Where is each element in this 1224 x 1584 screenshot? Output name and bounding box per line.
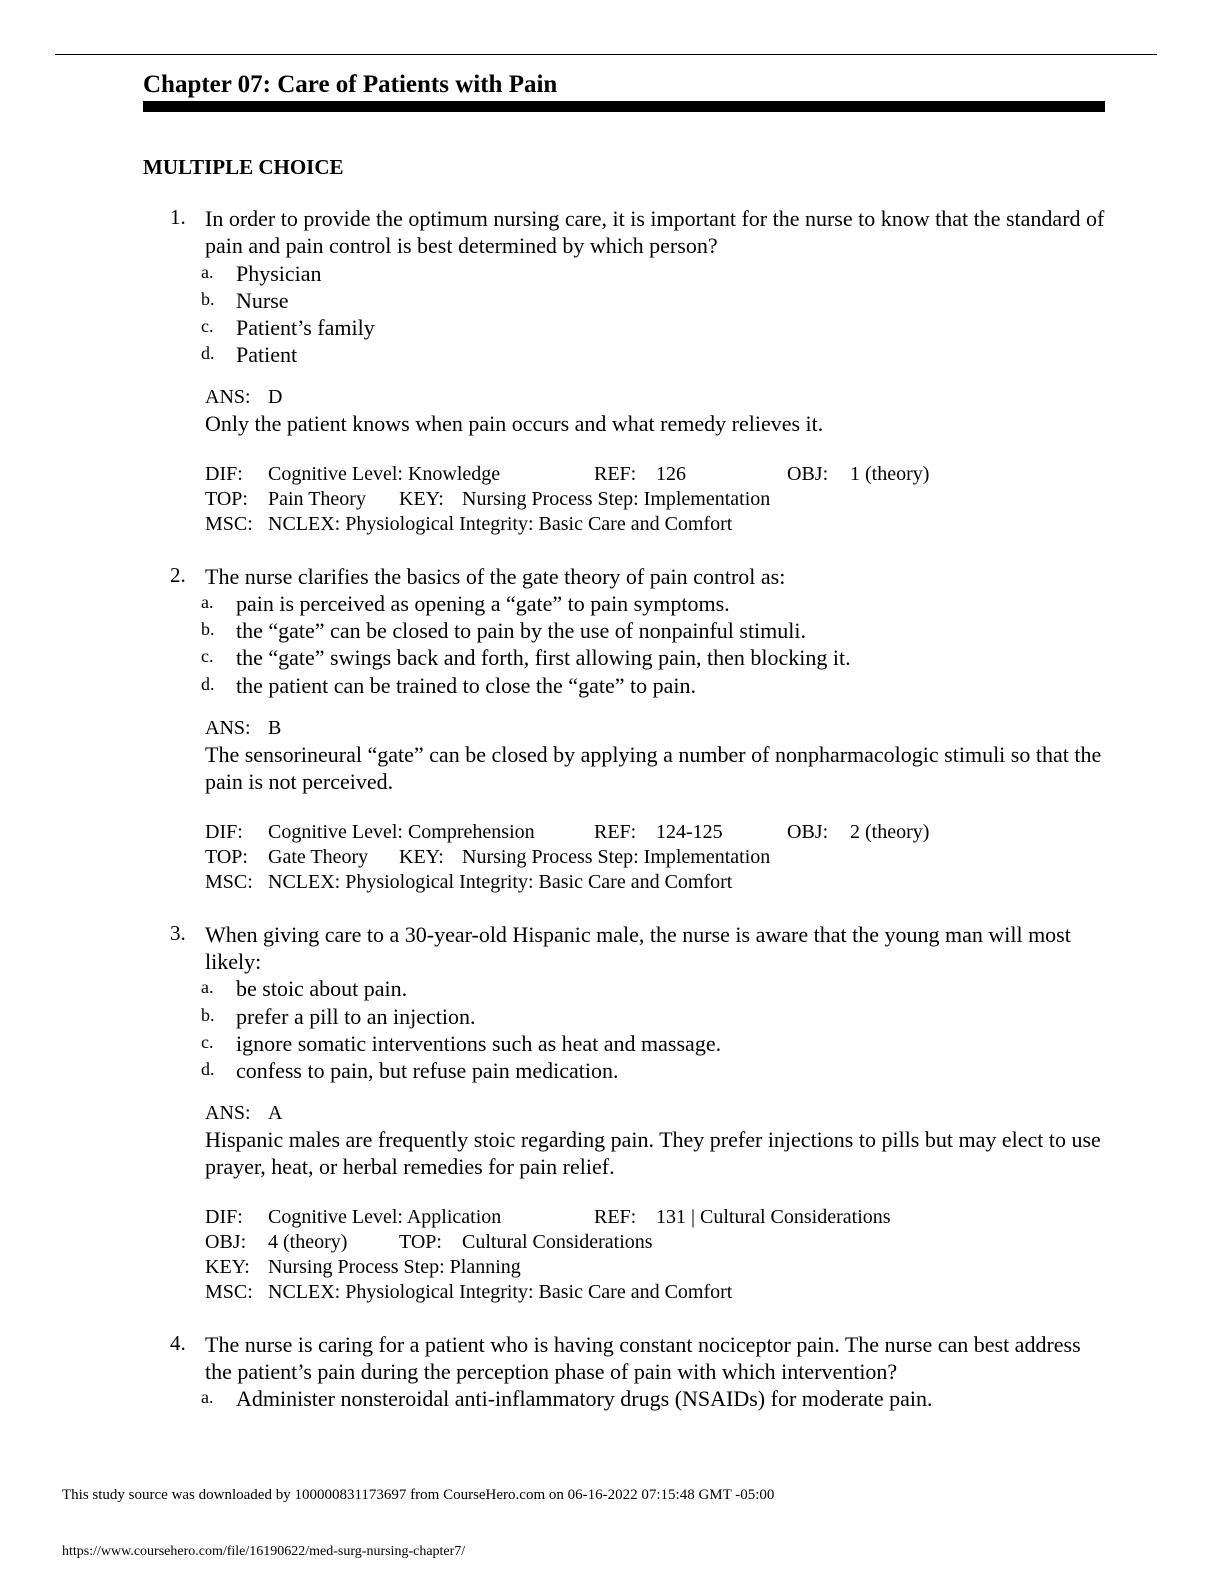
rationale-1: Only the patient knows when pain occurs and what remedy relieves it. xyxy=(205,411,824,436)
option-text: confess to pain, but refuse pain medication. xyxy=(236,1058,619,1083)
option-b xyxy=(0,617,1224,644)
meta-row-msc xyxy=(205,871,1105,896)
ref-value: 131 | Cultural Considerations xyxy=(656,1206,891,1228)
meta-row-msc xyxy=(205,513,1105,538)
question-text: When giving care to a 30-year-old Hispanic male, the nurse is aware that the young man will most likely: xyxy=(205,922,1071,974)
meta-row-key xyxy=(205,1256,1105,1281)
option-text: the “gate” can be closed to pain by the use of nonpainful stimuli. xyxy=(236,618,807,643)
option-a xyxy=(0,260,1224,287)
option-letter: d. xyxy=(201,674,215,694)
meta-row-top xyxy=(205,488,1105,513)
option-letter: a. xyxy=(201,1387,214,1407)
option-text: Nurse xyxy=(236,288,289,313)
option-letter: c. xyxy=(201,316,214,336)
top-label: TOP: xyxy=(205,846,248,868)
chapter-title: Chapter 07: Care of Patients with Pain xyxy=(143,71,558,98)
option-letter: d. xyxy=(201,343,215,363)
msc-value: NCLEX: Physiological Integrity: Basic Care and Comfort xyxy=(268,1281,733,1303)
option-letter: c. xyxy=(201,1032,214,1052)
meta-row-top xyxy=(205,846,1105,871)
top-value: Cultural Considerations xyxy=(462,1231,653,1253)
option-c xyxy=(0,314,1224,341)
option-text: ignore somatic interventions such as heat and massage. xyxy=(236,1031,722,1056)
option-b xyxy=(0,287,1224,314)
meta-row-dif xyxy=(205,463,1105,488)
key-value: Nursing Process Step: Implementation xyxy=(462,846,771,868)
footer-source-url[interactable]: https://www.coursehero.com/file/16190622/med-surg-nursing-chapter7/ xyxy=(62,1544,466,1559)
key-label: KEY: xyxy=(205,1256,250,1278)
option-text: Patient’s family xyxy=(236,315,375,340)
option-b xyxy=(0,1003,1224,1030)
title-bar xyxy=(143,101,1105,112)
option-d xyxy=(0,672,1224,699)
obj-label: OBJ: xyxy=(205,1231,247,1253)
obj-value: 2 (theory) xyxy=(850,821,930,843)
ref-value: 124-125 xyxy=(656,821,723,843)
question-number: 4. xyxy=(170,1331,186,1355)
question-text: In order to provide the optimum nursing care, it is important for the nurse to know that the standard of pain and pain control is best determined by which person? xyxy=(205,206,1105,258)
option-letter: b. xyxy=(201,289,215,309)
option-text: pain is perceived as opening a “gate” to pain symptoms. xyxy=(236,591,730,616)
dif-label: DIF: xyxy=(205,463,243,485)
option-letter: a. xyxy=(201,262,214,282)
ref-label: REF: xyxy=(594,1206,637,1228)
option-text: the “gate” swings back and forth, first allowing pain, then blocking it. xyxy=(236,645,851,670)
option-a xyxy=(0,975,1224,1002)
question-text: The nurse is caring for a patient who is having constant nociceptor pain. The nurse can best address the patient’s pain during the perception phase of pain with which intervention? xyxy=(205,1332,1081,1384)
option-letter: a. xyxy=(201,977,214,997)
answer-2 xyxy=(205,716,281,740)
option-a xyxy=(0,590,1224,617)
msc-label: MSC: xyxy=(205,871,253,893)
option-text: prefer a pill to an injection. xyxy=(236,1004,476,1029)
option-c xyxy=(0,644,1224,671)
option-d xyxy=(0,341,1224,368)
answer-label: ANS: xyxy=(205,717,251,739)
dif-label: DIF: xyxy=(205,1206,243,1228)
msc-value: NCLEX: Physiological Integrity: Basic Care and Comfort xyxy=(268,871,733,893)
dif-value: Cognitive Level: Application xyxy=(268,1206,502,1228)
msc-label: MSC: xyxy=(205,513,253,535)
meta-row-msc xyxy=(205,1281,1105,1306)
question-text: The nurse clarifies the basics of the gate theory of pain control as: xyxy=(205,564,786,589)
question-number: 3. xyxy=(170,921,186,945)
option-d xyxy=(0,1057,1224,1084)
option-letter: a. xyxy=(201,592,214,612)
rationale-3: Hispanic males are frequently stoic regarding pain. They prefer injections to pills but may elect to use prayer, heat, or herbal remedies for pain relief. xyxy=(205,1127,1101,1179)
option-letter: b. xyxy=(201,619,215,639)
rationale-2: The sensorineural “gate” can be closed by applying a number of nonpharmacologic stimuli so that the pain is not perceived. xyxy=(205,742,1102,794)
key-value: Nursing Process Step: Implementation xyxy=(462,488,771,510)
footer-source-note: This study source was downloaded by 100000831173697 from CourseHero.com on 06-16-2022 07:15:48 GMT -05:00 xyxy=(62,1487,775,1503)
option-text: Administer nonsteroidal anti-inflammatory drugs (NSAIDs) for moderate pain. xyxy=(236,1386,933,1411)
answer-value: A xyxy=(268,1102,283,1124)
meta-row-obj xyxy=(205,1231,1105,1256)
option-letter: b. xyxy=(201,1005,215,1025)
answer-value: D xyxy=(268,386,283,408)
section-heading: MULTIPLE CHOICE xyxy=(143,155,344,179)
top-label: TOP: xyxy=(205,488,248,510)
ref-label: REF: xyxy=(594,821,637,843)
answer-1 xyxy=(205,385,282,409)
option-letter: d. xyxy=(201,1059,215,1079)
msc-value: NCLEX: Physiological Integrity: Basic Care and Comfort xyxy=(268,513,733,535)
dif-label: DIF: xyxy=(205,821,243,843)
ref-value: 126 xyxy=(656,463,686,485)
answer-3 xyxy=(205,1101,282,1125)
option-a xyxy=(0,1385,1224,1412)
option-text: the patient can be trained to close the “gate” to pain. xyxy=(236,673,696,698)
meta-row-dif xyxy=(205,1206,1105,1231)
answer-label: ANS: xyxy=(205,386,251,408)
dif-value: Cognitive Level: Comprehension xyxy=(268,821,535,843)
key-value: Nursing Process Step: Planning xyxy=(268,1256,521,1278)
top-value: Gate Theory xyxy=(268,846,369,868)
answer-value: B xyxy=(268,717,282,739)
option-text: Physician xyxy=(236,261,322,286)
obj-label: OBJ: xyxy=(787,821,829,843)
msc-label: MSC: xyxy=(205,1281,253,1303)
obj-value: 1 (theory) xyxy=(850,463,930,485)
ref-label: REF: xyxy=(594,463,637,485)
obj-value: 4 (theory) xyxy=(268,1231,348,1253)
key-label: KEY: xyxy=(399,846,444,868)
obj-label: OBJ: xyxy=(787,463,829,485)
answer-label: ANS: xyxy=(205,1102,251,1124)
option-c xyxy=(0,1030,1224,1057)
meta-row-dif xyxy=(205,821,1105,846)
question-number: 1. xyxy=(170,205,186,229)
top-label: TOP: xyxy=(399,1231,442,1253)
option-letter: c. xyxy=(201,646,214,666)
key-label: KEY: xyxy=(399,488,444,510)
dif-value: Cognitive Level: Knowledge xyxy=(268,463,501,485)
option-text: Patient xyxy=(236,342,298,367)
option-text: be stoic about pain. xyxy=(236,976,408,1001)
question-number: 2. xyxy=(170,563,186,587)
top-rule xyxy=(55,54,1157,55)
top-value: Pain Theory xyxy=(268,488,366,510)
